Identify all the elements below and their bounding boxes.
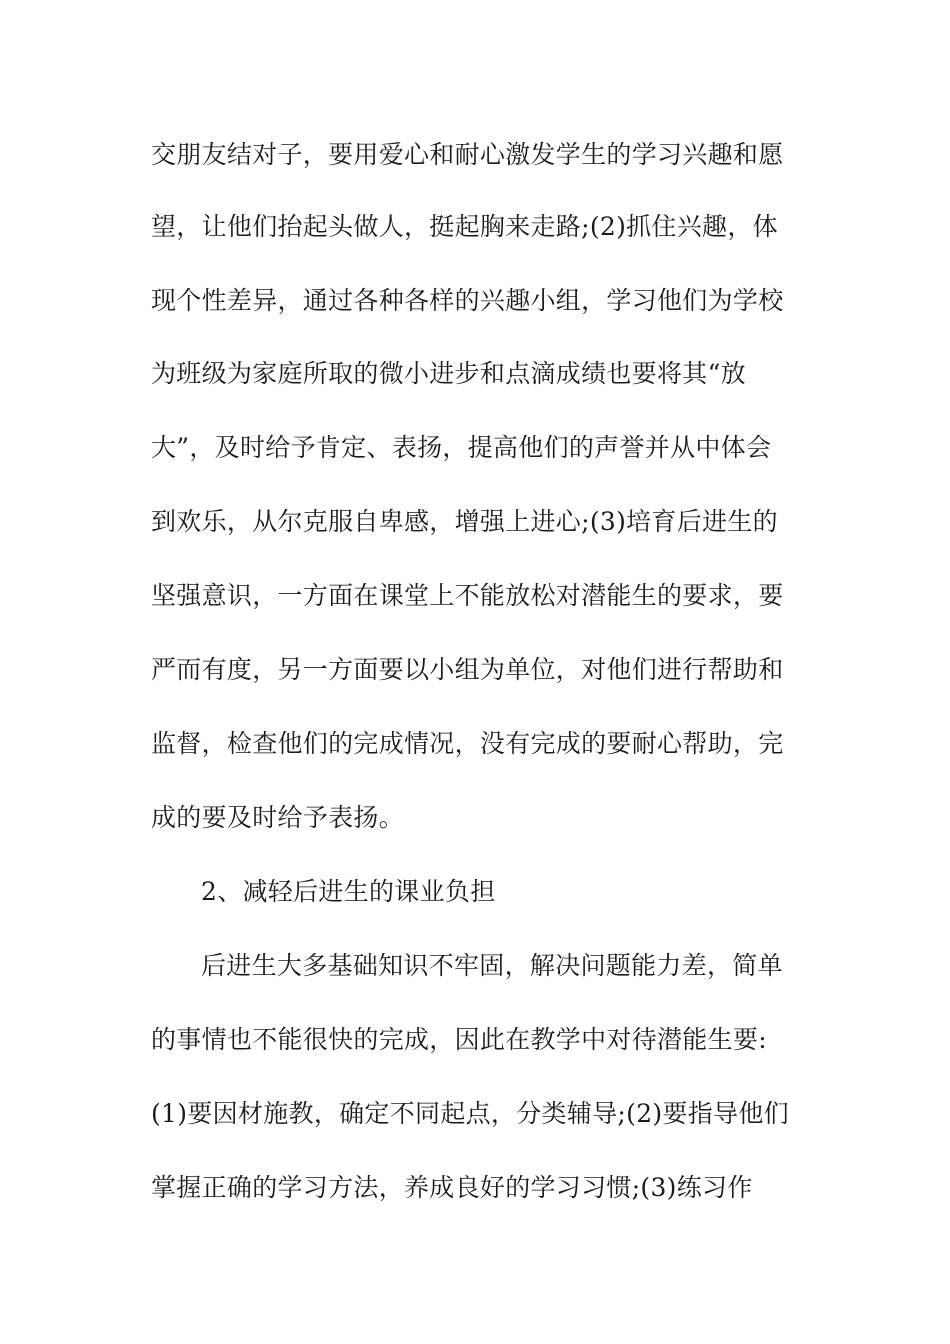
paragraph-line: (1)要因材施教，确定不同起点，分类辅导;(2)要指导他们 [151,1099,789,1128]
paragraph-line: 为班级为家庭所取的微小进步和点滴成绩也要将其“放 [151,359,746,388]
paragraph-line: 严而有度，另一方面要以小组为单位，对他们进行帮助和 [151,655,784,684]
paragraph-line: 坚强意识，一方面在课堂上不能放松对潜能生的要求，要 [151,581,784,610]
paragraph-line: 大”，及时给予肯定、表扬，提高他们的声誉并从中体会 [151,433,772,462]
paragraph-line: 后进生大多基础知识不牢固，解决问题能力差，简单 [201,951,783,980]
paragraph-line: 监督，检查他们的完成情况，没有完成的要耐心帮助，完 [151,729,784,758]
paragraph-line: 的事情也不能很快的完成，因此在教学中对待潜能生要: [151,1025,767,1054]
paragraph-line: 掌握正确的学习方法，养成良好的学习习惯;(3)练习作 [151,1173,753,1202]
paragraph-line: 到欢乐，从尔克服自卑感，增强上进心;(3)培育后进生的 [151,507,778,536]
section-heading: 2、减轻后进生的课业负担 [201,877,496,906]
paragraph-line: 交朋友结对子，要用爱心和耐心激发学生的学习兴趣和愿 [151,140,784,169]
paragraph-line: 望，让他们抬起头做人，挺起胸来走路;(2)抓住兴趣，体 [151,212,778,241]
paragraph-line: 现个性差异，通过各种各样的兴趣小组，学习他们为学校 [151,286,784,315]
paragraph-line: 成的要及时给予表扬。 [151,803,405,832]
